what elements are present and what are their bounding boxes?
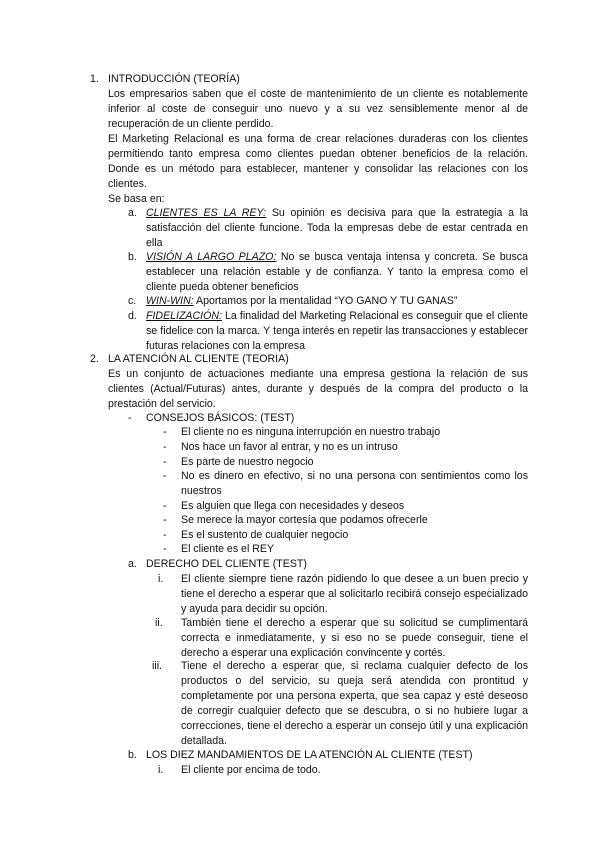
bullet-dash: -	[163, 426, 167, 438]
roman-marker: iii.	[152, 660, 163, 672]
item-term: FIDELIZACIÓN:	[146, 310, 222, 322]
bullet-dash: -	[163, 543, 167, 555]
list-item-marker: d.	[128, 310, 137, 322]
item-term: WIN-WIN:	[146, 295, 194, 307]
derecho-title: DERECHO DEL CLIENTE (TEST)	[146, 558, 307, 570]
bullet-dash: -	[163, 500, 167, 512]
derecho-item: Tiene el derecho a esperar que, si reclama cualquier defecto de los productos o del servicio, su queja será atendida con prontitud y completamente por una persona experta, que sea capaz y esté deseoso de corregir cualquier defecto que se descubra, o si no hubiere lugar a correcciones, tiene el derecho a esperar un consejo útil y una explicación detallada.	[181, 660, 528, 747]
consejo-item: Nos hace un favor al entrar, y no es un intruso	[181, 441, 398, 453]
list-item-marker: b.	[128, 251, 137, 263]
consejos-marker: -	[128, 412, 132, 424]
item-term: CLIENTES ES LA REY:	[146, 207, 267, 219]
bullet-dash: -	[163, 441, 167, 453]
consejo-item: No es dinero en efectivo, si no una persona con sentimientos como los nuestros	[181, 470, 528, 497]
derecho-item: También tiene el derecho a esperar que su solicitud se cumplimentará correcta e inmediatamente, y si eso no se puede conseguir, tiene el derecho a esperar una explicación convincente y cortés.	[181, 617, 528, 659]
consejo-item: El cliente no es ninguna interrupción en nuestro trabajo	[181, 426, 441, 438]
consejo-item: Es el sustento de cualquier negocio	[181, 529, 349, 541]
roman-marker: i.	[158, 764, 164, 776]
consejo-item: El cliente es el REY	[181, 543, 275, 555]
bullet-dash: -	[163, 514, 167, 526]
section-2-number: 2.	[90, 353, 99, 365]
consejo-item: Es parte de nuestro negocio	[181, 456, 314, 468]
mandamientos-title: LOS DIEZ MANDAMIENTOS DE LA ATENCIÓN AL CLIENTE (TEST)	[146, 749, 473, 761]
section-1-paragraph-2: El Marketing Relacional es una forma de crear relaciones duraderas con los clientes permitiendo tanto empresa como clientes puedan obtener beneficios de la relación. Donde es un método para establecer, mantener y consolidar las relaciones con los clientes.	[108, 133, 528, 190]
derecho-item: El cliente siempre tiene razón pidiendo lo que desee a un buen precio y tiene el derecho a esperar que al solicitarlo recibirá consejo especializado y ayuda para decidir su opción.	[181, 573, 528, 615]
section-1-paragraph-3: Se basa en:	[108, 193, 165, 205]
list-item	[146, 250, 528, 295]
bullet-dash: -	[163, 470, 167, 482]
roman-marker: i.	[158, 573, 164, 585]
item-text: No se busca ventaja intensa y concreta. Se busca establecer una relación estable y de confianza. Y tanto la empresa como el cliente pueda obtener beneficios	[146, 251, 528, 293]
derecho-marker: a.	[128, 558, 137, 570]
mandamientos-marker: b.	[128, 749, 137, 761]
list-item	[146, 309, 528, 354]
roman-marker: ii.	[155, 617, 163, 629]
consejo-item: Es alguien que llega con necesidades y deseos	[181, 500, 405, 512]
item-term: VISIÓN A LARGO PLAZO:	[146, 251, 277, 263]
bullet-dash: -	[163, 529, 167, 541]
list-item-marker: c.	[128, 295, 137, 307]
item-text: Aportamos por la mentalidad “YO GANO Y TU GANAS”	[193, 295, 458, 307]
list-item	[146, 206, 528, 251]
section-2-paragraph: Es un conjunto de actuaciones mediante una empresa gestiona la relación de sus clientes (Actual/Futuras) antes, durante y después de la compra del producto o la prestación del servicio.	[108, 368, 528, 410]
section-1-paragraph-1: Los empresarios saben que el coste de mantenimiento de un cliente es notablemente inferior al coste de conseguir uno nuevo y a su vez sensiblemente menor al de recuperación de un cliente perdido.	[108, 88, 528, 130]
consejos-title: CONSEJOS BÁSICOS: (TEST)	[146, 412, 295, 424]
list-item-marker: a.	[128, 207, 137, 219]
section-1-title: INTRODUCCIÓN (TEORÍA)	[108, 73, 240, 85]
section-2-title: LA ATENCIÓN AL CLIENTE (TEORIA)	[108, 353, 289, 365]
bullet-dash: -	[163, 456, 167, 468]
item-text: Su opinión es decisiva para que la estrategia a la satisfacción del cliente funcione. Toda la empresas debe de estar centrada en ella	[146, 207, 528, 249]
item-text: La finalidad del Marketing Relacional es conseguir que el cliente se fidelice con la marca. Y tenga interés en repetir las transacciones y establecer futuras relaciones con la empresa	[146, 310, 528, 352]
consejo-item: Se merece la mayor cortesía que podamos ofrecerle	[181, 514, 428, 526]
list-item	[146, 294, 528, 309]
mandamiento-item: El cliente por encima de todo.	[181, 764, 321, 776]
section-1-number: 1.	[90, 73, 99, 85]
